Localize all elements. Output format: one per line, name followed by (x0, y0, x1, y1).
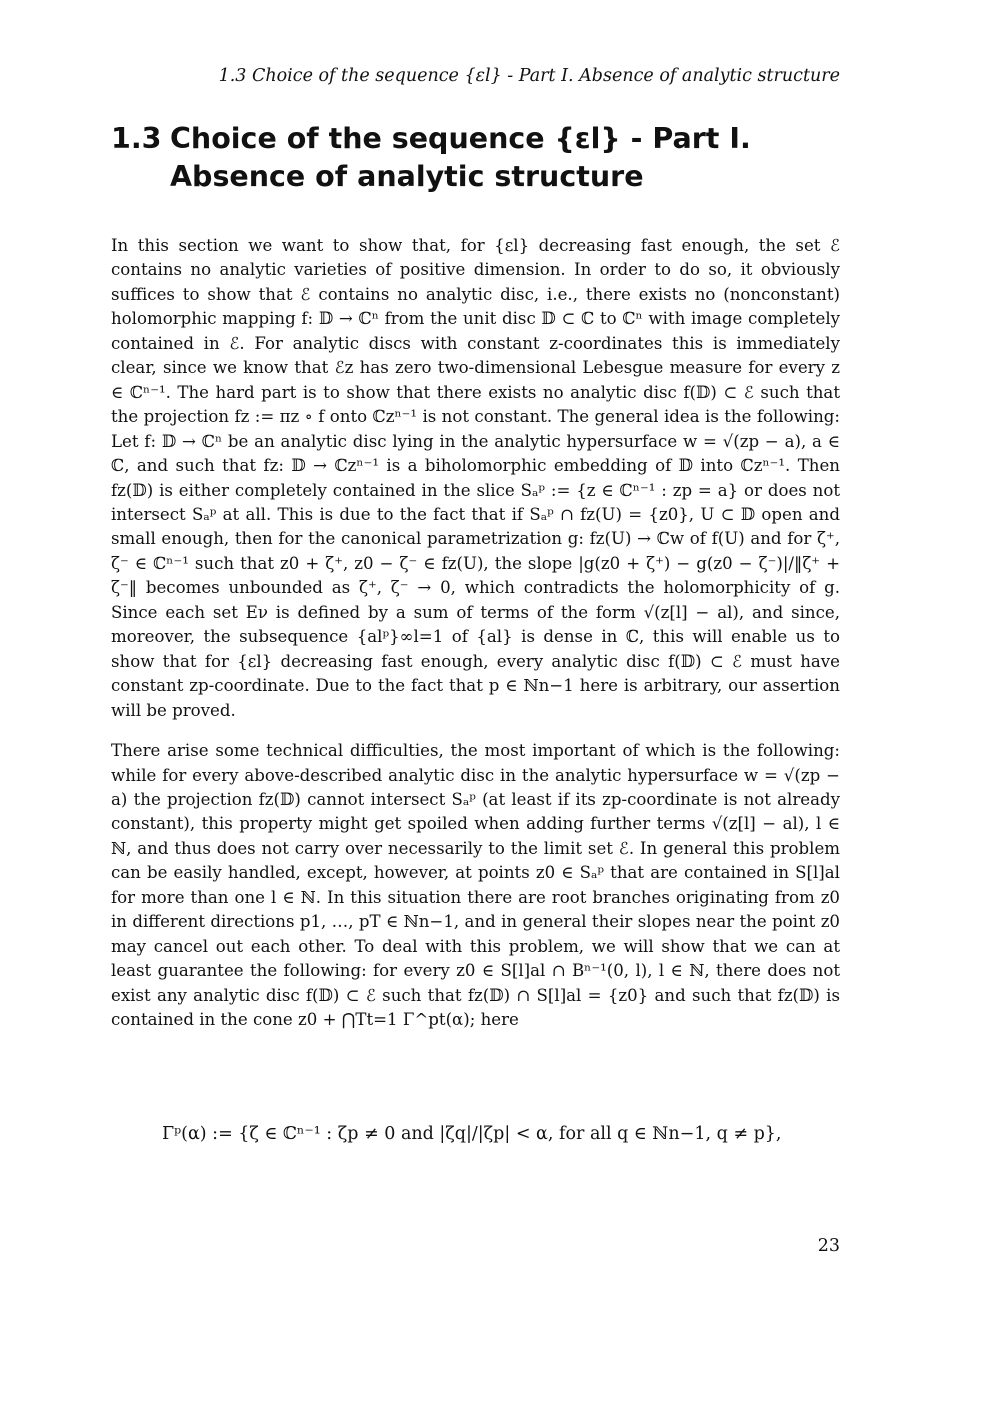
paragraph-1: In this section we want to show that, for {εl} decreasing fast enough, the set ℰ contains no analytic varieties of positive dimension. In order to do so, it obviously suffices to show that ℰ contains no analytic disc, i.e., there exists no (nonconstant) holomorphic mapping f: 𝔻 → ℂⁿ from the unit disc 𝔻 ⊂ ℂ to ℂⁿ with image completely contained in ℰ. For analytic discs with constant z-coordinates this is immediately clear, since we know that ℰz has zero two-dimensional Lebesgue measure for every z ∈ ℂⁿ⁻¹. The hard part is to show that there exists no analytic disc f(𝔻) ⊂ ℰ such that the projection fz := πz ∘ f onto ℂzⁿ⁻¹ is not constant. The general idea is the following: Let f: 𝔻 → ℂⁿ be an analytic disc lying in the analytic hypersurface w = √(zp − a), a ∈ ℂ, and such that fz: 𝔻 → ℂzⁿ⁻¹ is a biholomorphic embedding of 𝔻 into ℂzⁿ⁻¹. Then fz(𝔻) is either completely contained in the slice Sₐᵖ := {z ∈ ℂⁿ⁻¹ : zp = a} or does not intersect Sₐᵖ at all. This is due to the fact that if Sₐᵖ ∩ fz(U) = {z0}, U ⊂ 𝔻 open and small enough, then for the canonical parametrization g: fz(U) → ℂw of f(U) and for ζ⁺, ζ⁻ ∈ ℂⁿ⁻¹ such that z0 + ζ⁺, z0 − ζ⁻ ∈ fz(U), the slope |g(z0 + ζ⁺) − g(z0 − ζ⁻)|/‖ζ⁺ + ζ⁻‖ becomes unbounded as ζ⁺, ζ⁻ → 0, which contradicts the holomorphicity of g. Since each set Eν is defined by a sum of terms of the form √(z[l] − al), and since, moreover, the subsequence {alᵖ}∞l=1 of {al} is dense in ℂ, this will enable us to show that for {εl} decreasing fast enough, every analytic disc f(𝔻) ⊂ ℰ must have constant zp-coordinate. Due to the fact that p ∈ ℕn−1 here is arbitrary, our assertion will be proved. (111, 236, 840, 720)
section-title: Choice of the sequence {εl} - Part I. Absence of analytic structure (170, 122, 751, 193)
section-heading (111, 120, 851, 196)
body-text (111, 234, 840, 1049)
running-head: 1.3 Choice of the sequence {εl} - Part I. Absence of analytic structure (218, 66, 840, 86)
page-number: 23 (817, 1236, 840, 1256)
display-equation: Γᵖ(α) := {ζ ∈ ℂⁿ⁻¹ : ζp ≠ 0 and |ζq|/|ζp| < α, for all q ∈ ℕn−1, q ≠ p}, (162, 1124, 782, 1144)
section-number: 1.3 (111, 122, 162, 155)
paragraph-2: There arise some technical difficulties, the most important of which is the following: while for every above-described analytic disc in the analytic hypersurface w = √(zp − a) the projection fz(𝔻) cannot intersect Sₐᵖ (at least if its zp-coordinate is not already constant), this property might get spoiled when adding further terms √(z[l] − al), l ∈ ℕ, and thus does not carry over necessarily to the limit set ℰ. In general this problem can be easily handled, except, however, at points z0 ∈ Sₐᵖ that are contained in S[l]al for more than one l ∈ ℕ. In this situation there are root branches originating from z0 in different directions p1, …, pT ∈ ℕn−1, and in general their slopes near the point z0 may cancel out each other. To deal with this problem, we will show that we can at least guarantee the following: for every z0 ∈ S[l]al ∩ Bⁿ⁻¹(0, l), l ∈ ℕ, there does not exist any analytic disc f(𝔻) ⊂ ℰ such that fz(𝔻) ∩ S[l]al = {z0} and such that fz(𝔻) is contained in the cone z0 + ⋂Tt=1 Γ^pt(α); here (111, 741, 840, 1030)
